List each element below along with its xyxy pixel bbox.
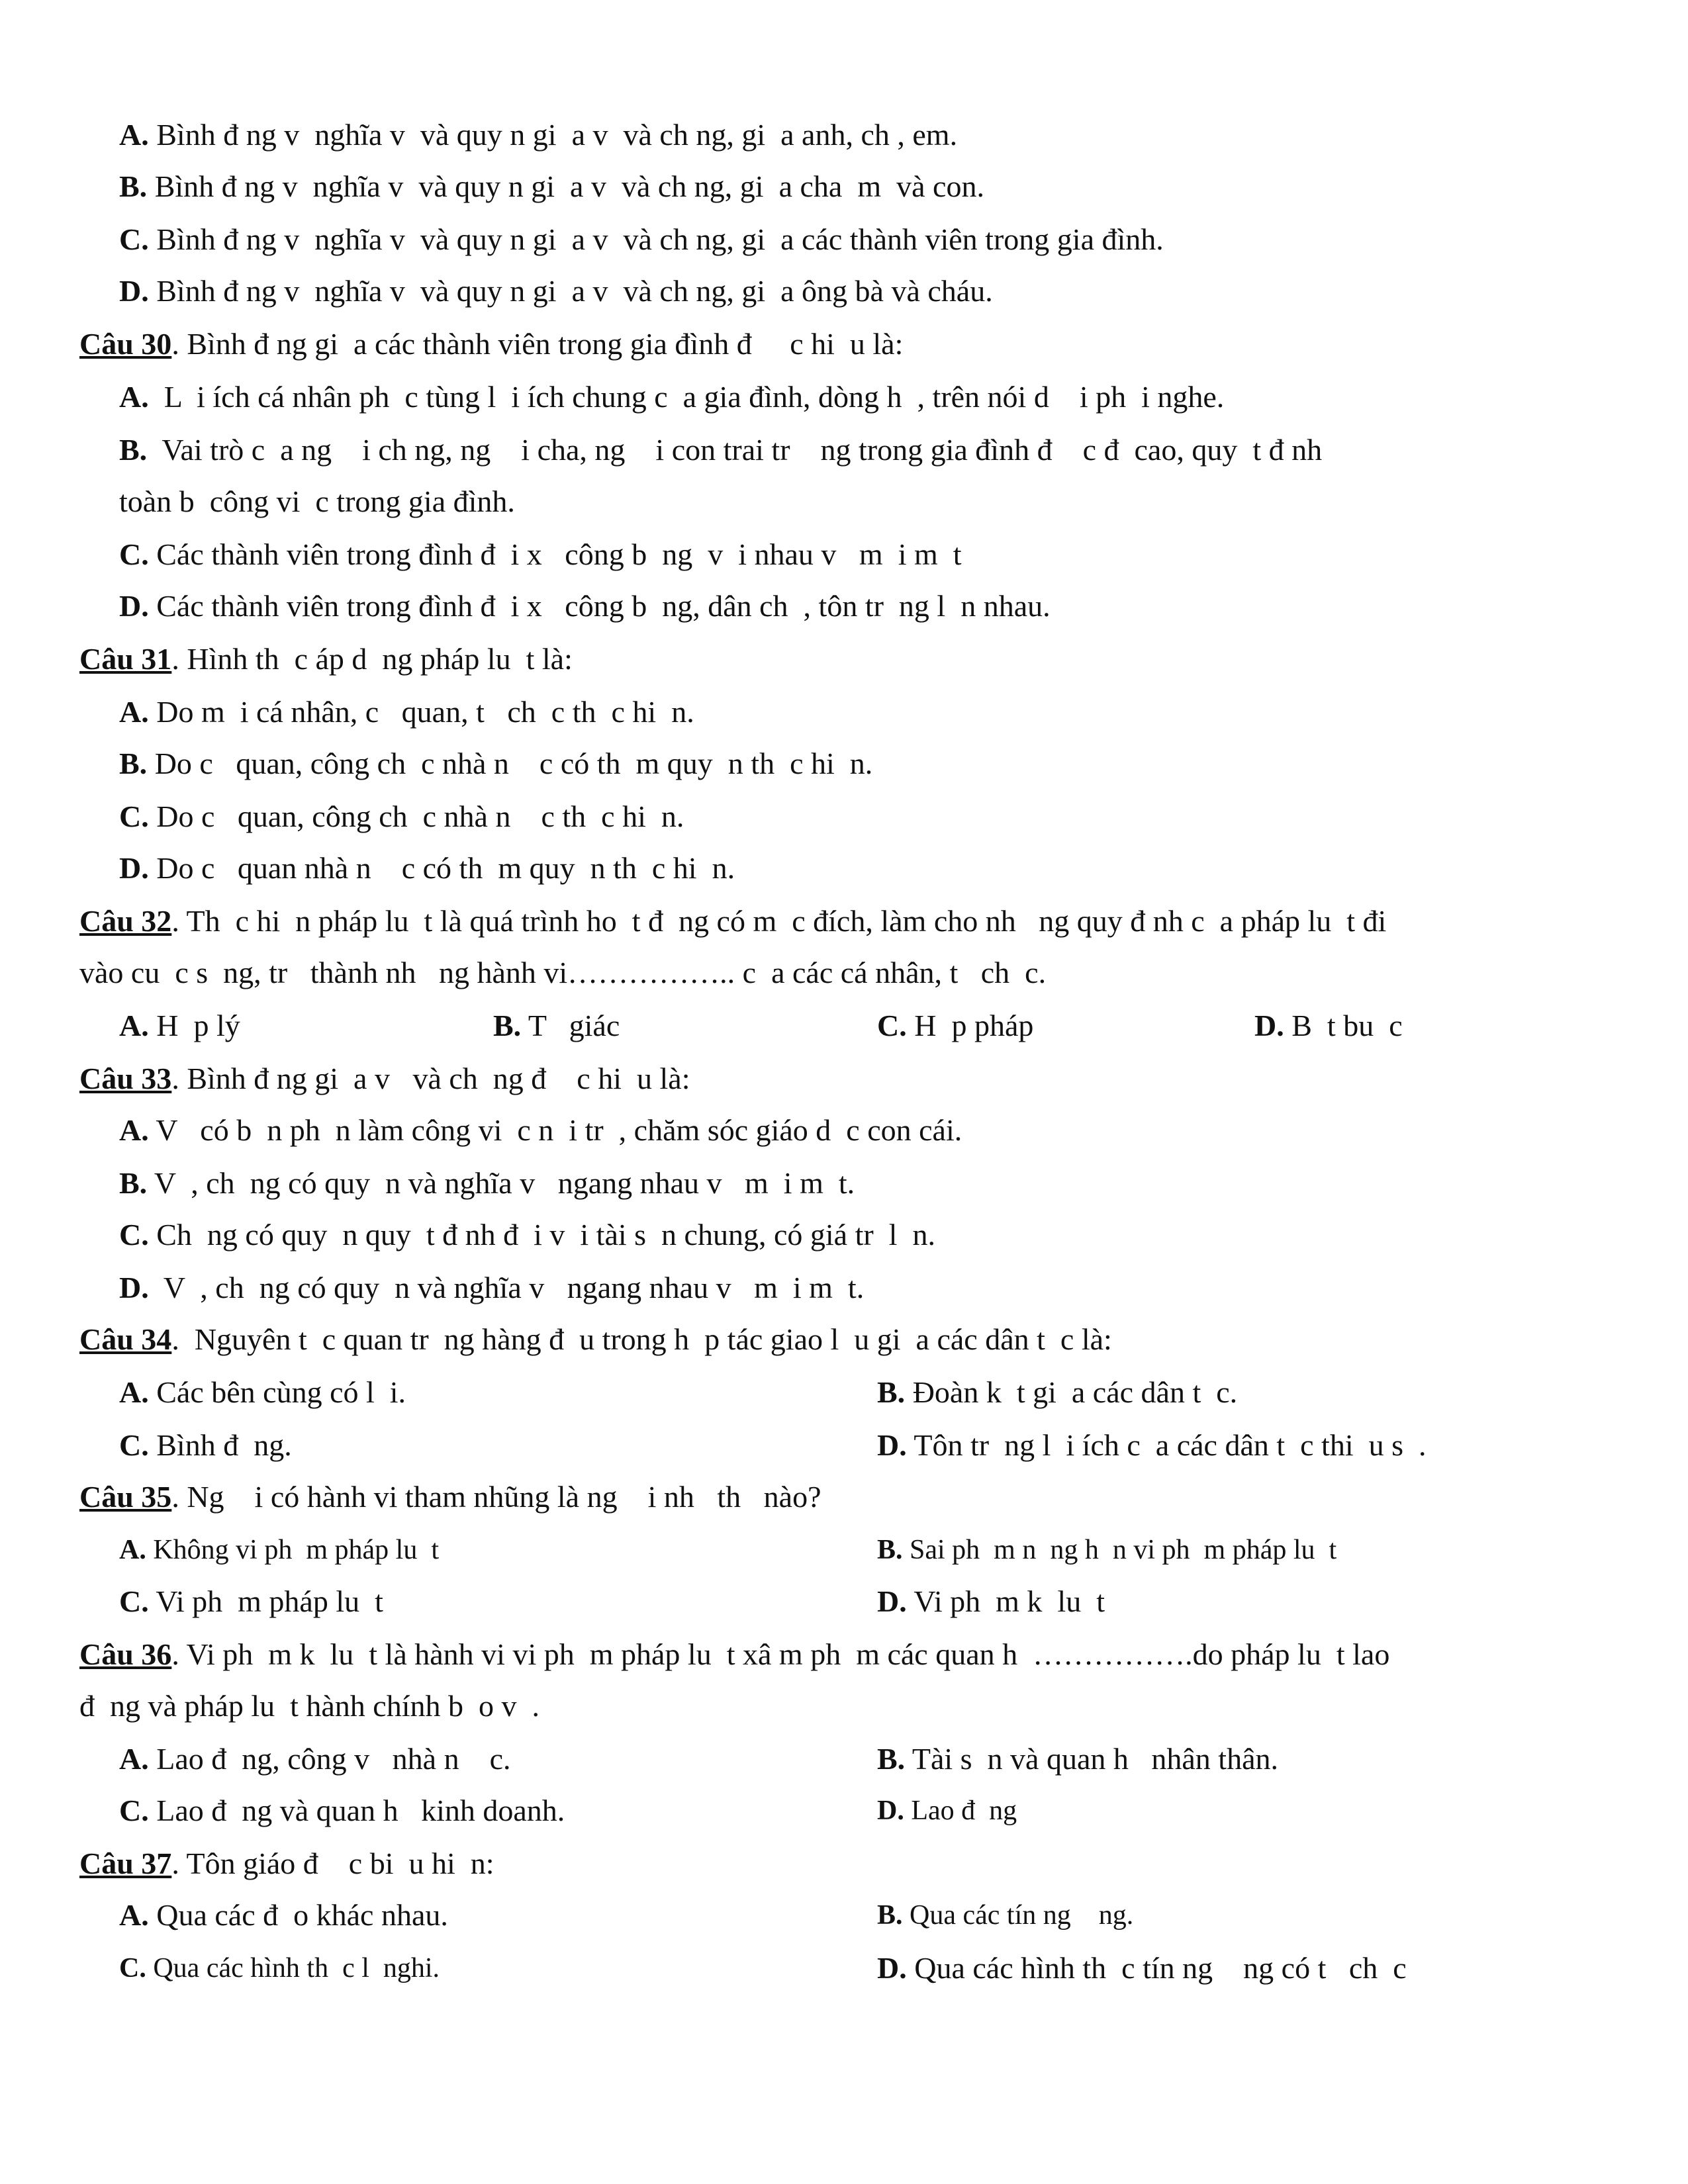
- option-text: Sai ph m n ng h n vi ph m pháp lu t: [902, 1535, 1337, 1565]
- option-text: Qua các hình th c tín ng ng có t ch c: [906, 1951, 1407, 1985]
- option-text: H p pháp: [906, 1009, 1034, 1042]
- option-text: B t bu c: [1284, 1009, 1403, 1042]
- option-text: Bình đ ng v nghĩa v và quy n gi a v và ch ng, gi a ông bà và cháu.: [148, 274, 993, 308]
- q30-option-a: [119, 379, 1224, 416]
- option-text: Vi ph m pháp lu t: [148, 1584, 383, 1618]
- question-text: . Tôn giáo đ c bi u hi n:: [171, 1846, 494, 1880]
- question-label: Câu 32: [79, 904, 172, 938]
- option-label: B.: [119, 433, 148, 467]
- option-text: Tôn tr ng l i ích c a các dân t c thi u s .: [906, 1428, 1427, 1462]
- question-label: Câu 30: [79, 327, 172, 361]
- prev-option-a: [119, 116, 957, 154]
- option-label: B.: [877, 1742, 906, 1776]
- question-text: . Hình th c áp d ng pháp lu t là:: [171, 642, 573, 676]
- q31-option-b: [119, 745, 872, 782]
- option-label: A.: [119, 1375, 149, 1409]
- q30-option-c: [119, 536, 962, 573]
- option-label: C.: [119, 1794, 149, 1827]
- option-label: D.: [119, 1271, 149, 1304]
- option-text: Tài s n và quan h nhân thân.: [905, 1742, 1279, 1776]
- option-label: D.: [119, 851, 149, 885]
- option-text: Qua các đ o khác nhau.: [148, 1898, 448, 1932]
- option-text: Qua các tín ng ng.: [902, 1900, 1134, 1931]
- option-text: Bình đ ng v nghĩa v và quy n gi a v và ch ng, gi a các thành viên trong gia đình.: [148, 222, 1164, 256]
- option-text: Đoàn k t gi a các dân t c.: [905, 1375, 1238, 1409]
- question-label: Câu 31: [79, 642, 172, 676]
- option-label: C.: [119, 537, 149, 571]
- q35-option-c: [119, 1583, 383, 1620]
- q34-option-d: [877, 1427, 1427, 1464]
- option-label: A.: [119, 1535, 146, 1565]
- q33-option-b: [119, 1165, 855, 1202]
- question-text: . Bình đ ng gi a v và ch ng đ c hi u là:: [171, 1062, 690, 1095]
- option-text: Vi ph m k lu t: [906, 1584, 1105, 1618]
- q36-option-c: [119, 1792, 565, 1829]
- option-text: Các bên cùng có l i.: [148, 1375, 406, 1409]
- q37-option-a: [119, 1897, 448, 1934]
- option-text: L i ích cá nhân ph c tùng l i ích chung c a gia đình, dòng h , trên nói d i ph i nghe.: [148, 380, 1225, 414]
- option-label: A.: [119, 695, 149, 729]
- question-32-stem-continuation: vào cu c s ng, tr thành nh ng hành vi…………….. c a các cá nhân, t ch c.: [79, 956, 1047, 989]
- option-label: B.: [877, 1375, 906, 1409]
- option-label: C.: [877, 1009, 907, 1042]
- option-label: A.: [119, 1009, 149, 1042]
- option-text: Do c quan nhà n c có th m quy n th c hi n.: [148, 851, 735, 885]
- question-label: Câu 34: [79, 1322, 172, 1356]
- question-33-stem: [79, 1060, 690, 1097]
- q32-option-a: [119, 1007, 240, 1044]
- option-text: Do c quan, công ch c nhà n c có th m quy n th c hi n.: [147, 747, 873, 780]
- option-label: C.: [119, 1428, 149, 1462]
- prev-option-d: [119, 273, 993, 310]
- q33-option-c: [119, 1216, 935, 1253]
- question-text: . Th c hi n pháp lu t là quá trình ho t đ ng có m c đích, làm cho nh ng quy đ nh c a pháp lu t đi: [171, 904, 1387, 938]
- q32-option-c: [877, 1007, 1033, 1044]
- option-label: C.: [119, 1584, 149, 1618]
- q35-option-a: [119, 1531, 439, 1569]
- option-text: Bình đ ng v nghĩa v và quy n gi a v và ch ng, gi a anh, ch , em.: [148, 118, 958, 152]
- question-36-stem-continuation: đ ng và pháp lu t hành chính b o v .: [79, 1689, 540, 1723]
- prev-option-b: [119, 168, 984, 205]
- question-text: . Ng i có hành vi tham nhũng là ng i nh th nào?: [171, 1480, 821, 1514]
- option-text: Ch ng có quy n quy t đ nh đ i v i tài s n chung, có giá tr l n.: [148, 1218, 935, 1251]
- option-text: V , ch ng có quy n và nghĩa v ngang nhau v m i m t.: [148, 1271, 865, 1304]
- option-label: B.: [119, 169, 148, 203]
- option-text: Do m i cá nhân, c quan, t ch c th c hi n.: [148, 695, 694, 729]
- option-text: V , ch ng có quy n và nghĩa v ngang nhau v m i m t.: [147, 1166, 855, 1200]
- option-label: D.: [877, 1951, 907, 1985]
- question-30-stem: [79, 326, 903, 363]
- question-label: Câu 36: [79, 1637, 172, 1671]
- option-label: A.: [119, 380, 149, 414]
- option-label: B.: [877, 1535, 903, 1565]
- option-label: D.: [877, 1584, 907, 1618]
- option-label: D.: [877, 1796, 904, 1826]
- option-label: B.: [877, 1900, 903, 1931]
- option-label: D.: [877, 1428, 907, 1462]
- option-text: V có b n ph n làm công vi c n i tr , chăm sóc giáo d c con cái.: [148, 1113, 962, 1147]
- option-text: Các thành viên trong đình đ i x công b ng v i nhau v m i m t: [148, 537, 962, 571]
- question-32-stem: [79, 903, 1386, 940]
- option-text: Lao đ ng, công v nhà n c.: [148, 1742, 511, 1776]
- q31-option-d: [119, 850, 735, 887]
- q36-option-d: [877, 1792, 1017, 1829]
- option-label: A.: [119, 1113, 149, 1147]
- q34-option-b: [877, 1374, 1237, 1411]
- option-label: C.: [119, 799, 149, 833]
- option-label: B.: [493, 1009, 522, 1042]
- option-label: C.: [119, 222, 149, 256]
- q33-option-a: [119, 1112, 962, 1149]
- question-36-stem: [79, 1636, 1389, 1673]
- question-35-stem: [79, 1479, 821, 1516]
- q30-option-b: [119, 432, 1322, 469]
- q37-option-d: [877, 1950, 1407, 1987]
- option-label: D.: [1254, 1009, 1284, 1042]
- option-text: Do c quan, công ch c nhà n c th c hi n.: [148, 799, 684, 833]
- option-text: Không vi ph m pháp lu t: [146, 1535, 439, 1565]
- q37-option-c: [119, 1950, 440, 1987]
- option-label: C.: [119, 1953, 146, 1983]
- question-text: . Bình đ ng gi a các thành viên trong gia đình đ c hi u là:: [171, 327, 904, 361]
- option-text: Vai trò c a ng i ch ng, ng i cha, ng i con trai tr ng trong gia đình đ c đ cao, quy t đ nh: [147, 433, 1323, 467]
- option-label: A.: [119, 1898, 149, 1932]
- question-label: Câu 33: [79, 1062, 172, 1095]
- option-label: A.: [119, 118, 149, 152]
- option-text: Lao đ ng và quan h kinh doanh.: [148, 1794, 565, 1827]
- question-37-stem: [79, 1845, 494, 1882]
- q32-option-d: [1254, 1007, 1403, 1044]
- question-text: . Vi ph m k lu t là hành vi vi ph m pháp lu t xâ m ph m các quan h …………….do pháp lu t lao: [171, 1637, 1390, 1671]
- option-label: D.: [119, 589, 149, 623]
- q36-option-b: [877, 1741, 1278, 1778]
- q32-option-b: [493, 1007, 620, 1044]
- option-text: Lao đ ng: [904, 1796, 1017, 1826]
- question-label: Câu 37: [79, 1846, 172, 1880]
- q36-option-a: [119, 1741, 511, 1778]
- prev-option-c: [119, 221, 1164, 258]
- option-label: D.: [119, 274, 149, 308]
- question-31-stem: [79, 641, 573, 678]
- q30-option-b-continuation: toàn b công vi c trong gia đình.: [119, 484, 515, 518]
- q34-option-a: [119, 1374, 406, 1411]
- option-text: Bình đ ng v nghĩa v và quy n gi a v và ch ng, gi a cha m và con.: [147, 169, 984, 203]
- option-label: C.: [119, 1218, 149, 1251]
- q31-option-c: [119, 798, 684, 835]
- q37-option-b: [877, 1897, 1133, 1934]
- option-label: B.: [119, 1166, 148, 1200]
- option-label: A.: [119, 1742, 149, 1776]
- option-text: Bình đ ng.: [148, 1428, 292, 1462]
- question-34-stem: [79, 1321, 1112, 1358]
- q35-option-d: [877, 1583, 1105, 1620]
- option-text: Các thành viên trong đình đ i x công b ng, dân ch , tôn tr ng l n nhau.: [148, 589, 1051, 623]
- q30-option-d: [119, 588, 1051, 625]
- option-text: T giác: [521, 1009, 620, 1042]
- option-label: B.: [119, 747, 148, 780]
- question-label: Câu 35: [79, 1480, 172, 1514]
- q34-option-c: [119, 1427, 292, 1464]
- option-text: H p lý: [148, 1009, 240, 1042]
- option-text: Qua các hình th c l nghi.: [146, 1953, 440, 1983]
- q35-option-b: [877, 1531, 1336, 1569]
- question-text: . Nguyên t c quan tr ng hàng đ u trong h p tác giao l u gi a các dân t c là:: [171, 1322, 1112, 1356]
- q31-option-a: [119, 694, 694, 731]
- q33-option-d: [119, 1269, 864, 1306]
